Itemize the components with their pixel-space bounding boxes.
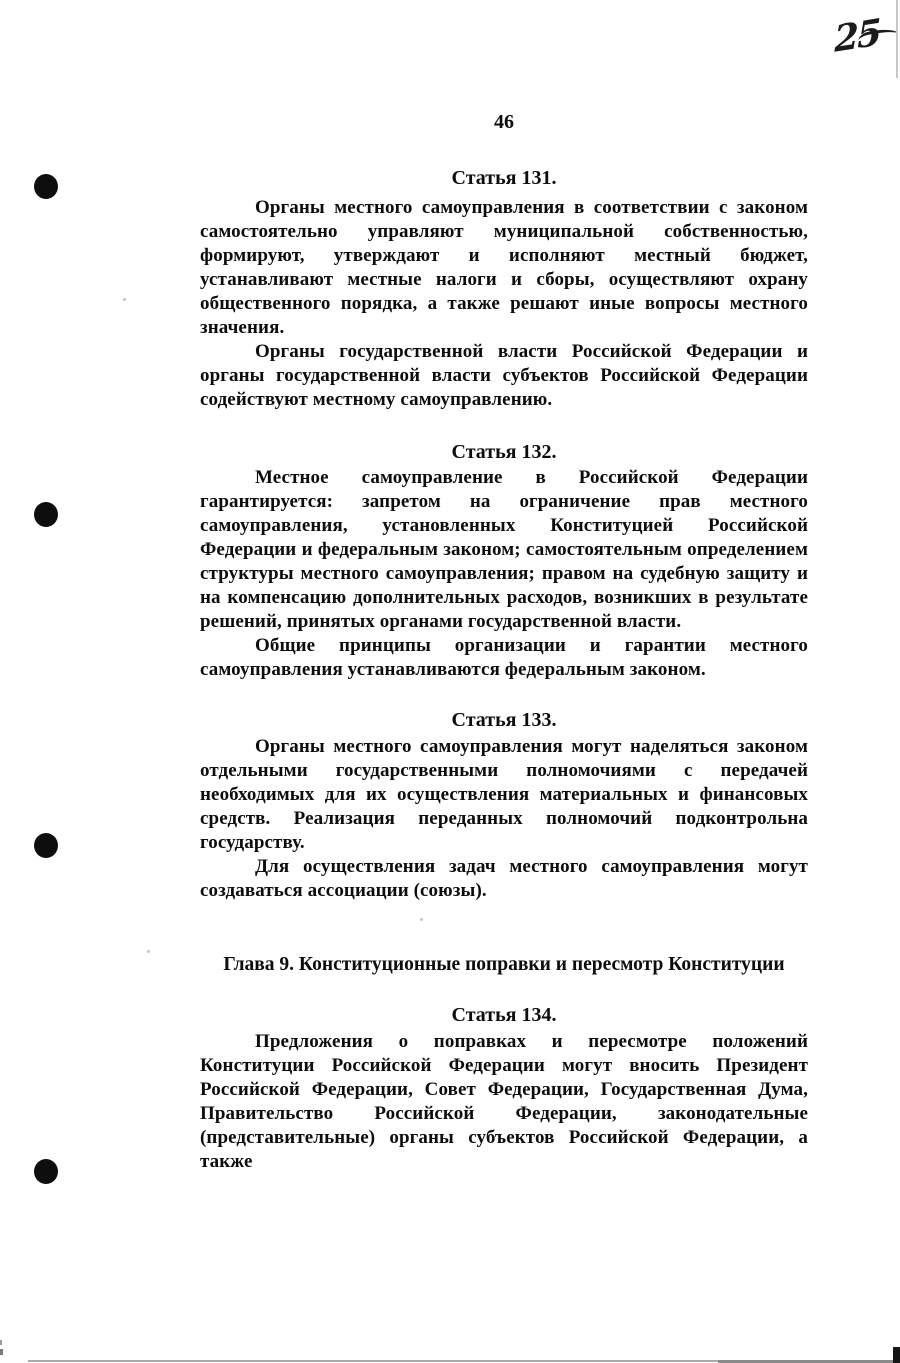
article-132-paragraph: Общие принципы организации и гарантии местного самоуправления устанавливаются федеральным законом. xyxy=(200,635,808,680)
text-column xyxy=(200,0,808,1174)
scan-speck xyxy=(123,298,126,301)
scan-speck xyxy=(147,950,150,953)
scan-speck xyxy=(420,918,423,921)
article-133-paragraph: Органы местного самоуправления могут наделяться законом отдельными государственными полномочиями с передачей необходимых для их осуществления материальных и финансовых средств. Реализация переданных полномочий подконтрольна государству. xyxy=(200,736,808,853)
scan-edge-tick xyxy=(0,1340,2,1345)
article-132-heading: Статья 132. xyxy=(451,441,557,463)
scan-corner-artifact xyxy=(893,1347,900,1363)
article-134-paragraph: Предложения о поправках и пересмотре положений Конституции Российской Федерации могут вносить Президент Российской Федерации, Совет Федерации, Государственная Дума, Правительство Российской Федерации, законодательные (представительные) органы субъектов Российской Федерации, а также xyxy=(200,1031,808,1172)
scan-edge-tick xyxy=(0,1349,3,1355)
punch-hole-mark xyxy=(34,502,58,527)
article-132-paragraph: Местное самоуправление в Российской Федерации гарантируется: запретом на ограничение прав местного самоуправления, установленных Конституцией Российской Федерации и федеральным законом; самостоятельным определением структуры местного самоуправления; правом на судебную защиту и на компенсацию дополнительных расходов, возникших в результате решений, принятых органами государственной власти. xyxy=(200,467,808,632)
article-133-paragraph: Для осуществления задач местного самоуправления могут создаваться ассоциации (союзы). xyxy=(200,856,808,901)
article-131-paragraph: Органы местного самоуправления в соответствии с законом самостоятельно управляют муниципальной собственностью, формируют, утверждают и исполняют местный бюджет, устанавливают местные налоги и сборы, осуществляют охрану общественного порядка, а также решают иные вопросы местного значения. xyxy=(200,197,808,338)
chapter-9-heading: Глава 9. Конституционные поправки и пересмотр Конституции xyxy=(223,954,785,975)
punch-hole-mark xyxy=(34,833,58,858)
scan-edge-line xyxy=(896,0,898,78)
handwritten-page-note: 25 xyxy=(833,11,881,61)
punch-hole-mark xyxy=(34,174,58,199)
page-number: 46 xyxy=(494,111,514,133)
article-133-heading: Статья 133. xyxy=(451,709,557,731)
article-134-heading: Статья 134. xyxy=(451,1004,557,1026)
punch-hole-mark xyxy=(34,1159,58,1184)
article-131-paragraph: Органы государственной власти Российской Федерации и органы государственной власти субъектов Российской Федерации содействуют местному самоуправлению. xyxy=(200,341,808,410)
article-131-heading: Статья 131. xyxy=(451,167,557,189)
